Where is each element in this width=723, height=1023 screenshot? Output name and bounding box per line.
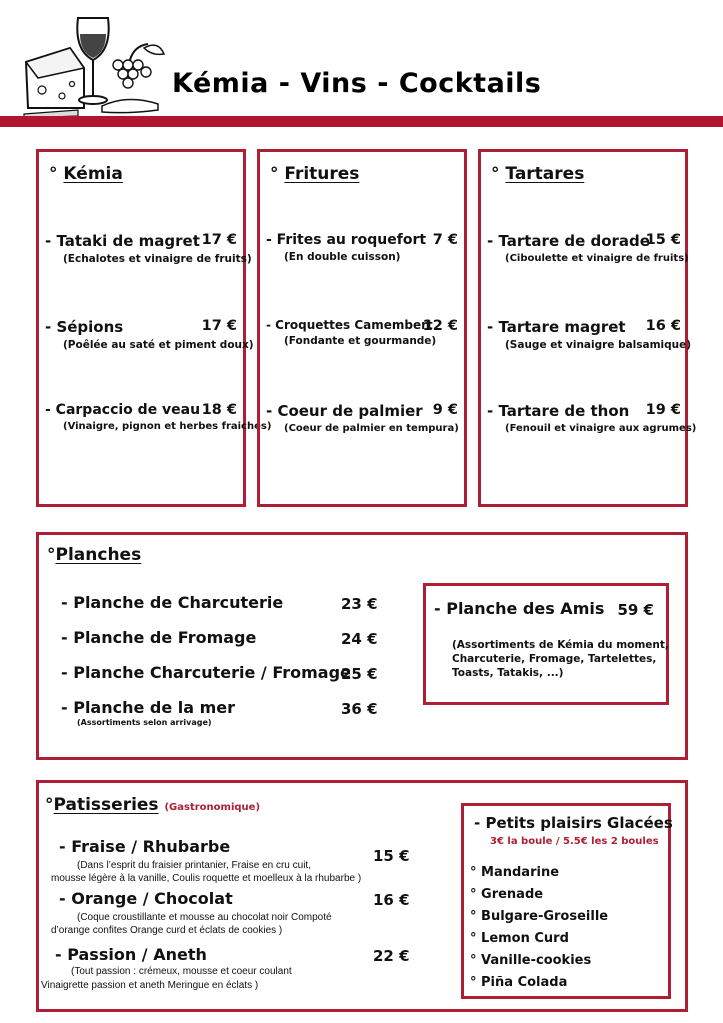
fritures-box (257, 149, 467, 507)
flavor-item: ° Vanille-cookies (470, 953, 592, 968)
item-description: (En double cuisson) (284, 251, 401, 263)
fritures-title: ° Fritures (270, 164, 360, 184)
amis-description (452, 638, 669, 680)
menu-item (45, 318, 254, 351)
item-name: - Tartare de thon (487, 402, 630, 420)
item-name: - Tataki de magret (45, 232, 200, 250)
item-description: (Sauge et vinaigre balsamique) (505, 339, 692, 351)
item-price: 9 € (432, 402, 458, 418)
menu-item (487, 232, 689, 264)
tartares-title: ° Tartares (491, 164, 585, 184)
patisserie-description (51, 911, 332, 937)
amis-name: - Planche des Amis (434, 599, 605, 618)
item-price: 7 € (432, 232, 458, 248)
glaces-list (470, 862, 608, 994)
patisserie-description (41, 965, 292, 993)
patisserie-name: - Passion / Aneth (55, 945, 207, 964)
item-description: (Coeur de palmier en tempura) (284, 423, 459, 434)
patisserie-description-line: (Tout passion : crémeux, mousse et coeur coulant (71, 966, 292, 977)
patisserie-description-line: mousse légère à la vanille, Coulis roquette et moelleux à la rhubarbe ) (51, 873, 362, 884)
menu-item (45, 232, 252, 265)
item-price: 15 € (645, 232, 681, 248)
amis-box (423, 583, 669, 705)
item-price: 12 € (422, 318, 458, 334)
item-price: 18 € (201, 402, 237, 418)
amis-description-line: (Assortiments de Kémia du moment, (452, 639, 669, 651)
patisserie-description (51, 859, 361, 885)
item-description: (Echalotes et vinaigre de fruits) (63, 253, 252, 265)
menu-item (45, 402, 272, 432)
patisseries-box (36, 780, 688, 1012)
item-name: - Carpaccio de veau (45, 402, 201, 418)
planche-item-name: - Planche de Charcuterie (61, 593, 284, 612)
patisseries-subtitle: (Gastronomique) (164, 802, 261, 813)
cheese-wine-illustration (18, 10, 168, 122)
glaces-title: - Petits plaisirs Glacées (474, 814, 673, 832)
kemia-box (36, 149, 272, 507)
kemia-title: ° Kémia (49, 164, 123, 184)
planche-item-name: - Planche de la mer (61, 698, 236, 717)
patisserie-price: 22 € (373, 947, 410, 965)
item-name: - Sépions (45, 318, 124, 336)
flavor-item: ° Lemon Curd (470, 931, 569, 946)
patisserie-description-line: (Coque croustillante et mousse au chocolat noir Compoté (77, 912, 332, 923)
amis-price: 59 € (617, 601, 654, 619)
flavor-item: ° Piña Colada (470, 975, 568, 990)
item-description: (Ciboulette et vinaigre de fruits) (505, 253, 689, 264)
menu-item (487, 402, 697, 434)
patisserie-description-line: (Dans l’esprit du fraisier printanier, Fraise en cru cuit, (77, 860, 311, 871)
amis-description-line: Toasts, Tatakis, ...) (452, 667, 564, 679)
patisserie-description-line: d’orange confites Orange curd et éclats de cookies ) (51, 925, 283, 936)
planche-item-price: 24 € (341, 630, 378, 648)
item-description: (Vinaigre, pignon et herbes fraiches) (63, 421, 272, 432)
header-bar (0, 116, 723, 127)
amis-description-line: Charcuterie, Fromage, Tartelettes, (452, 653, 657, 665)
planche-item-name: - Planche de Fromage (61, 628, 257, 647)
item-name: - Tartare magret (487, 318, 626, 336)
item-name: - Frites au roquefort (266, 232, 427, 248)
item-price: 19 € (645, 402, 681, 418)
menu-item (487, 318, 692, 351)
item-description: (Poêlée au saté et piment doux) (63, 339, 254, 351)
menu-item (266, 232, 462, 263)
glaces-box (461, 803, 671, 999)
glaces-price: 3€ la boule / 5.5€ les 2 boules (490, 836, 659, 847)
item-name: - Tartare de dorade (487, 232, 650, 250)
item-name: - Croquettes Camembert (266, 318, 433, 332)
menu-item (266, 402, 462, 434)
patisseries-title: °Patisseries (Gastronomique) (45, 795, 261, 815)
patisserie-price: 16 € (373, 891, 410, 909)
planches-title: °Planches (47, 545, 142, 565)
page-title: Kémia - Vins - Cocktails (172, 68, 542, 99)
planche-item-price: 23 € (341, 595, 378, 613)
item-price: 16 € (645, 318, 681, 334)
item-price: 17 € (201, 232, 237, 248)
item-name: - Coeur de palmier (266, 402, 423, 420)
item-description: (Fenouil et vinaigre aux agrumes) (505, 423, 697, 434)
patisserie-name: - Fraise / Rhubarbe (59, 837, 231, 856)
item-description: (Fondante et gourmande) (284, 335, 437, 347)
planches-box (36, 532, 688, 760)
flavor-item: ° Grenade (470, 887, 544, 902)
patisserie-name: - Orange / Chocolat (59, 889, 233, 908)
flavor-item: ° Mandarine (470, 865, 560, 880)
flavor-item: ° Bulgare-Groseille (470, 909, 609, 924)
planche-item-name: - Planche Charcuterie / Fromage (61, 663, 351, 682)
tartares-box (478, 149, 697, 507)
patisserie-description-line: Vinaigrette passion et aneth Meringue en éclats ) (41, 980, 259, 991)
planche-item-note: (Assortiments selon arrivage) (77, 718, 212, 727)
planche-item-price: 25 € (341, 665, 378, 683)
planche-item-price: 36 € (341, 700, 378, 718)
patisserie-price: 15 € (373, 847, 410, 865)
menu-item (266, 318, 462, 347)
item-price: 17 € (201, 318, 237, 334)
